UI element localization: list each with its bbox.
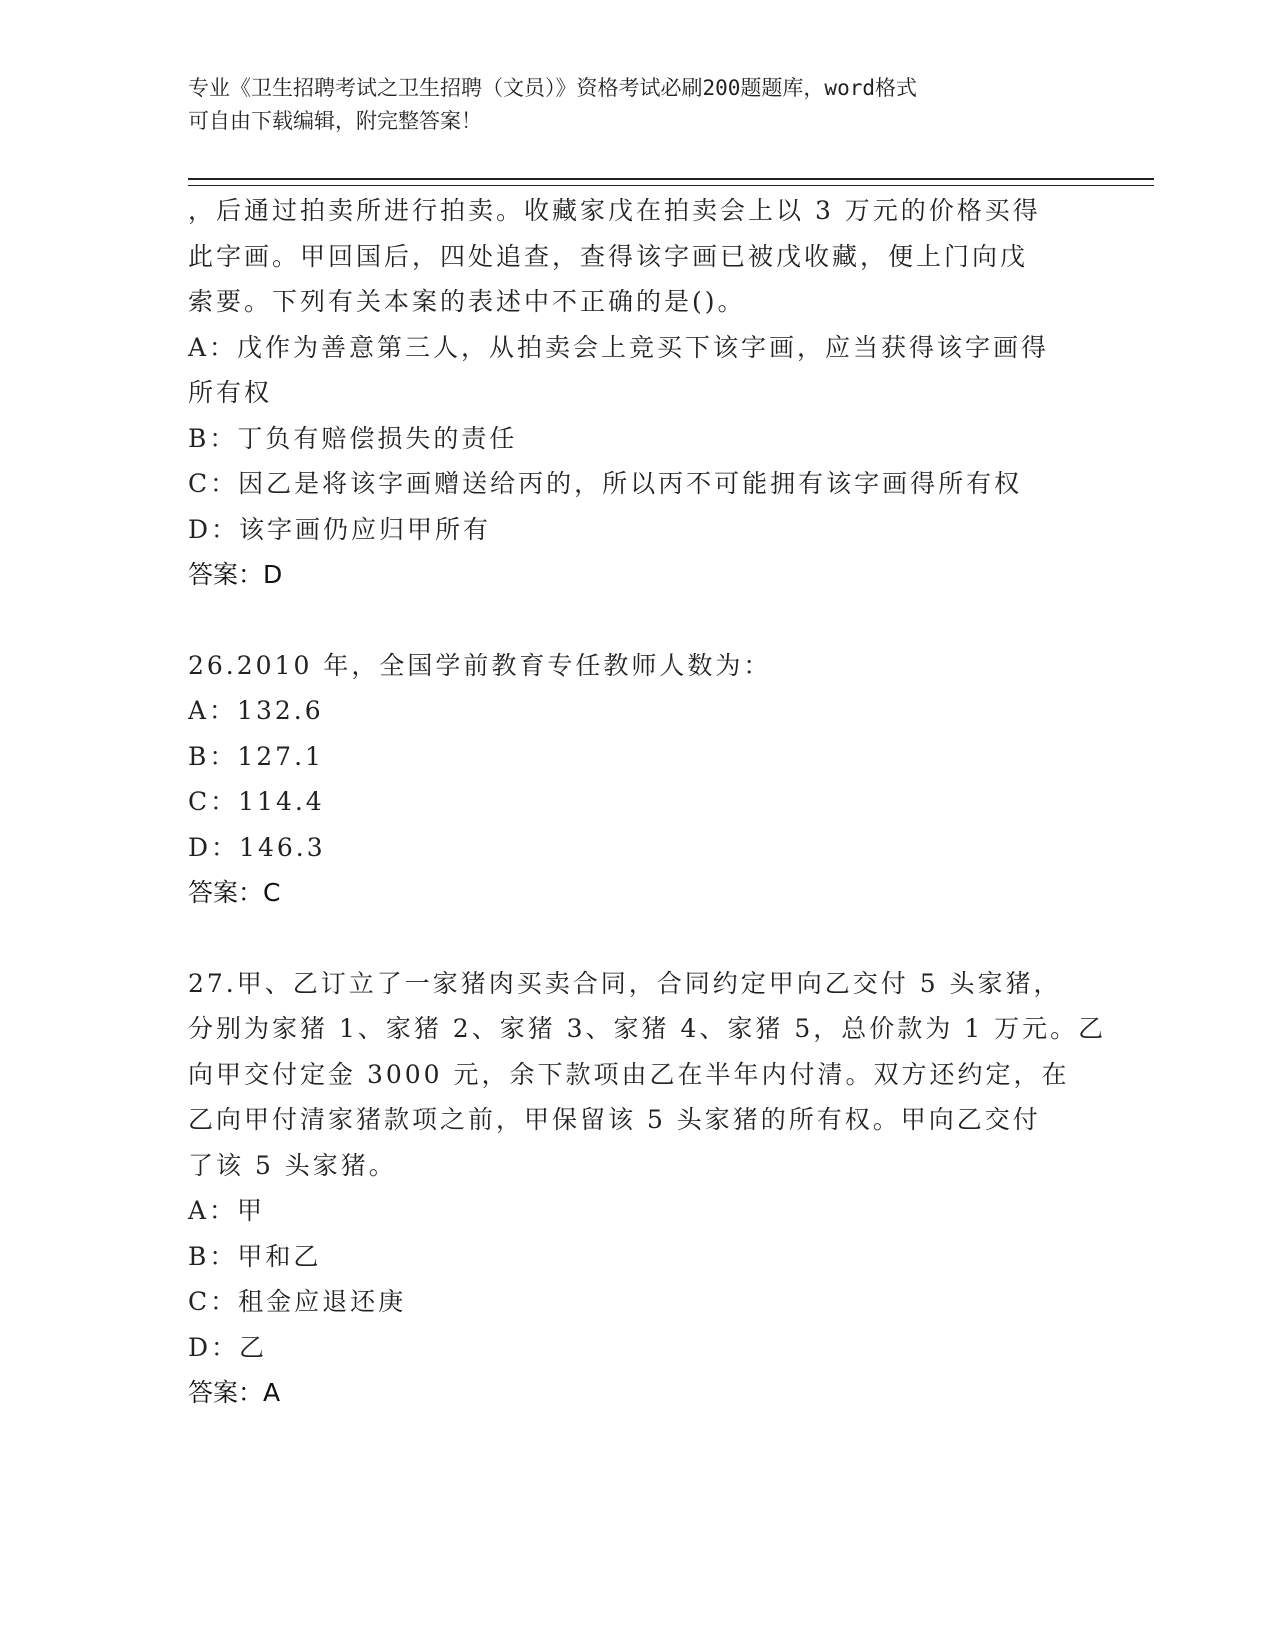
option-b: B：127.1	[188, 741, 324, 771]
option-c: C：因乙是将该字画赠送给丙的，所以丙不可能拥有该字画得所有权	[188, 469, 1023, 498]
option-d: D：该字画仍应归甲所有	[188, 514, 492, 544]
option-a-continued: 所有权	[188, 378, 273, 407]
answer-label: 答案：A	[188, 1378, 281, 1407]
option-c: C：租金应退还庚	[188, 1287, 407, 1316]
header-divider	[188, 178, 1154, 186]
question-text-line: 乙向甲付清家猪款项之前，甲保留该 5 头家猪的所有权。甲向乙交付	[188, 1105, 1041, 1134]
option-b: B：甲和乙	[188, 1241, 322, 1271]
question-text-line: 26.2010 年，全国学前教育专任教师人数为：	[188, 650, 772, 680]
option-a: A：甲	[188, 1196, 266, 1225]
option-d: D：乙	[188, 1332, 268, 1362]
question-27	[188, 961, 1107, 1416]
question-list	[188, 188, 1107, 1416]
question-text-line: 此字画。甲回国后，四处追查，查得该字画已被戊收藏，便上门向戊	[188, 241, 1029, 271]
option-c: C：114.4	[188, 787, 325, 816]
question-text-line: 了该 5 头家猪。	[188, 1150, 397, 1180]
option-b: B：丁负有赔偿损失的责任	[188, 423, 518, 453]
question-text-line: 索要。下列有关本案的表述中不正确的是()。	[188, 287, 746, 316]
question-spacer	[188, 916, 1088, 961]
question-text-line: ，后通过拍卖所进行拍卖。收藏家戊在拍卖会上以 3 万元的价格买得	[188, 196, 1041, 225]
option-a: A：戊作为善意第三人，从拍卖会上竞买下该字画，应当获得该字画得	[188, 332, 1050, 362]
answer-label: 答案：D	[188, 560, 283, 589]
answer-label: 答案：C	[188, 878, 281, 907]
option-d: D：146.3	[188, 832, 326, 862]
question-text-line: 向甲交付定金 3000 元，余下款项由乙在半年内付清。双方还约定，在	[188, 1059, 1070, 1089]
question-text-line: 27.甲、乙订立了一家猪肉买卖合同，合同约定甲向乙交付 5 头家猪，	[188, 968, 1062, 998]
question-text-line: 分别为家猪 1、家猪 2、家猪 3、家猪 4、家猪 5，总价款为 1 万元。乙	[188, 1014, 1107, 1043]
page-header	[188, 72, 1088, 138]
question-spacer	[188, 598, 1088, 643]
header-line-1: 专业《卫生招聘考试之卫生招聘（文员）》资格考试必刷200题题库，word格式	[188, 76, 917, 100]
question-26	[188, 643, 1088, 916]
question-25	[188, 188, 1088, 598]
header-line-2: 可自由下载编辑，附完整答案！	[188, 109, 482, 133]
option-a: A：132.6	[188, 696, 324, 725]
